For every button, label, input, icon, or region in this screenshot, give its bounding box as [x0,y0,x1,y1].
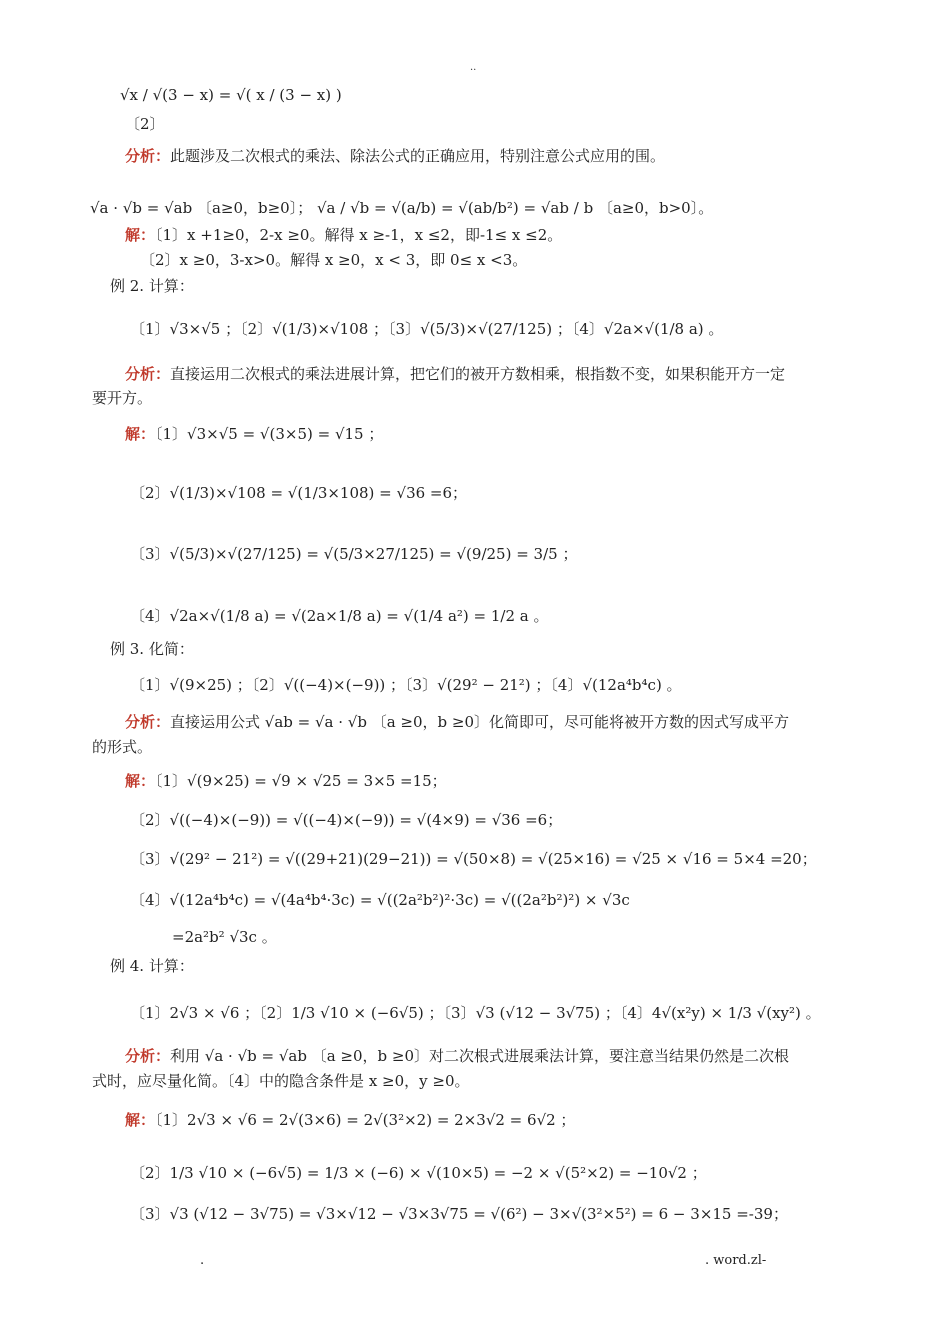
line-text: 直接运用公式 √ab = √a · √b 〔a ≥0，b ≥0〕化简即可，尽可能将被开方数的因式写成平方 [170,713,790,731]
label: 解： [125,772,156,790]
line-text: 〔1〕2√3 × √6 = 2√(3×6) = 2√(3²×2) = 2×3√2 = 6√2 ； [155,1111,576,1129]
text-line-l03 [125,147,665,165]
line-text: 〔1〕√3×√5 = √(3×5) = √15 ； [155,425,384,443]
line-text: 〔4〕√(12a⁴b⁴c) = √(4a⁴b⁴·3c) = √((2a²b²)²·3c) = √((2a²b²)²) × √3c [130,891,630,909]
line-text: 利用 √a · √b = √ab 〔a ≥0，b ≥0〕对二次根式进展乘法计算，要注意当结果仍然是二次根 [170,1047,790,1065]
line-text: 例 3. 化简： [110,640,194,658]
header-mark: .. [470,62,477,73]
text-line-l15 [110,640,194,658]
line-text: 〔2〕√(1/3)×√108 = √(1/3×108) = √36 =6； [130,484,468,502]
line-text: 〔2〕√((−4)×(−9)) = √((−4)×(−9)) = √(4×9) = √36 =6； [130,811,563,829]
line-text: 〔3〕√(5/3)×√(27/125) = √(5/3×27/125) = √(9/25) = 3/5 ； [130,545,578,563]
text-line-l23 [172,928,277,946]
footer-left: . [200,1253,205,1268]
text-line-l10 [92,389,152,407]
text-line-l20 [130,811,562,829]
text-line-l30 [130,1205,788,1223]
text-line-l22 [130,891,630,909]
text-line-l14 [130,607,549,625]
line-text: 〔1〕√(9×25) = √9 × √25 = 3×5 =15； [155,772,447,790]
line-text: 要开方。 [92,389,153,407]
text-line-l04 [90,199,713,217]
line-text: 直接运用二次根式的乘法进展计算，把它们的被开方数相乘，根指数不变，如果积能开方一定 [170,365,786,383]
label: 分析： [125,147,171,165]
text-line-l24 [110,957,194,975]
label: 分析： [125,1047,171,1065]
line-text: 〔2〕1/3 √10 × (−6√5) = 1/3 × (−6) × √(10×5) = −2 × √(5²×2) = −10√2 ； [130,1164,707,1182]
line-text: 的形式。 [92,738,153,756]
line-text: =2a²b² √3c 。 [172,928,277,946]
text-line-l28 [125,1111,575,1129]
line-text: 例 2. 计算： [110,277,194,295]
line-text: 〔2〕x ≥0，3-x>0。解得 x ≥0，x < 3，即 0≤ x <3。 [140,251,528,269]
text-line-l06 [140,251,527,269]
text-line-l17 [125,713,789,731]
text-line-l08 [130,320,723,338]
text-line-l29 [130,1164,707,1182]
line-text: 〔2〕 [125,115,165,133]
text-line-l07 [110,277,194,295]
text-line-l05 [125,226,562,244]
text-line-l02 [125,115,165,133]
line-text: 〔1〕2√3 × √6 ；〔2〕1/3 √10 × (−6√5) ；〔3〕√3 (√12 − 3√75) ；〔4〕4√(x²y) × 1/3 √(xy²) 。 [130,1004,821,1022]
line-text: 〔3〕√3 (√12 − 3√75) = √3×√12 − √3×3√75 = √(6²) − 3×√(3²×5²) = 6 − 3×15 =-39； [130,1205,788,1223]
label: 解： [125,226,156,244]
text-line-l16 [130,676,682,694]
line-text: 〔1〕√(9×25) ；〔2〕√((−4)×(−9)) ；〔3〕√(29² − 21²) ；〔4〕√(12a⁴b⁴c) 。 [130,676,682,694]
text-line-l12 [130,484,467,502]
text-line-l18 [92,738,152,756]
text-line-l27 [92,1072,470,1090]
line-text: 此题涉及二次根式的乘法、除法公式的正确应用，特别注意公式应用的围。 [170,147,666,165]
label: 解： [125,425,156,443]
line-text: 〔4〕√2a×√(1/8 a) = √(2a×1/8 a) = √(1/4 a²) = 1/2 a 。 [130,607,549,625]
label: 分析： [125,713,171,731]
text-line-l19 [125,772,447,790]
line-text: √a · √b = √ab 〔a≥0，b≥0〕； √a / √b = √(a/b) = √(ab/b²) = √ab / b 〔a≥0，b>0〕。 [90,199,714,217]
text-line-l25 [130,1004,821,1022]
line-text: 〔1〕√3×√5 ；〔2〕√(1/3)×√108 ；〔3〕√(5/3)×√(27/125) ；〔4〕√2a×√(1/8 a) 。 [130,320,724,338]
text-line-l01 [120,86,342,104]
text-line-l09 [125,365,785,383]
text-line-l13 [130,545,577,563]
label: 分析： [125,365,171,383]
line-text: 例 4. 计算： [110,957,194,975]
line-text: √x / √(3 − x) = √( x / (3 − x) ) [120,86,342,104]
text-line-l11 [125,425,383,443]
label: 解： [125,1111,156,1129]
text-line-l26 [125,1047,789,1065]
line-text: 式时，应尽量化简。〔4〕中的隐含条件是 x ≥0，y ≥0。 [92,1072,470,1090]
footer-right: . word.zl- [705,1253,767,1268]
line-text: 〔1〕x +1≥0，2-x ≥0。解得 x ≥-1，x ≤2，即-1≤ x ≤2。 [155,226,563,244]
line-text: 〔3〕√(29² − 21²) = √((29+21)(29−21)) = √(50×8) = √(25×16) = √25 × √16 = 5×4 =20； [130,850,817,868]
text-line-l21 [130,850,817,868]
